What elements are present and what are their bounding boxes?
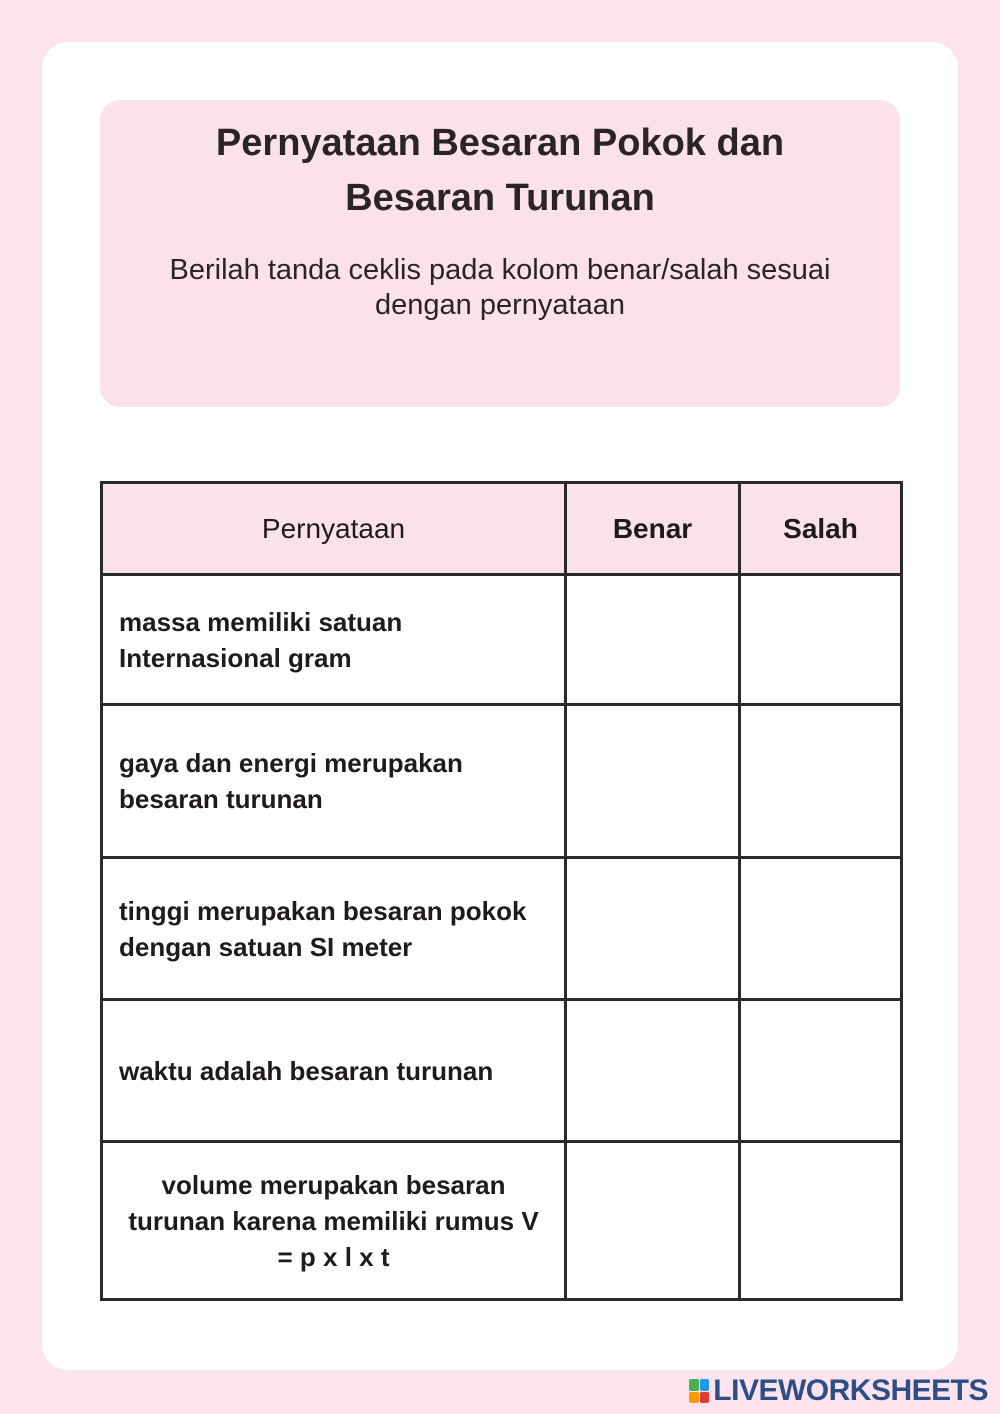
table-row: [102, 858, 902, 1000]
table-row: [102, 1000, 902, 1142]
answer-false-cell[interactable]: [740, 1000, 902, 1142]
header-true: Benar: [566, 483, 740, 575]
liveworksheets-brand[interactable]: [689, 1374, 988, 1408]
statement-cell: tinggi merupakan besaran pokok dengan satuan SI meter: [102, 858, 566, 1000]
statement-cell: gaya dan energi merupakan besaran turunan: [102, 705, 566, 858]
header-false: Salah: [740, 483, 902, 575]
worksheet-title: Pernyataan Besaran Pokok dan Besaran Turunan: [215, 122, 785, 219]
answer-false-cell[interactable]: [740, 1142, 902, 1300]
answer-true-cell[interactable]: [566, 575, 740, 705]
answer-false-cell[interactable]: [740, 858, 902, 1000]
table-row: [102, 575, 902, 705]
liveworksheets-logo-icon: [689, 1379, 709, 1403]
header-statement: Pernyataan: [102, 483, 566, 575]
answer-true-cell[interactable]: [566, 1142, 740, 1300]
statement-cell: volume merupakan besaran turunan karena memiliki rumus V = p x l x t: [102, 1142, 566, 1300]
statement-cell: massa memiliki satuan Internasional gram: [102, 575, 566, 705]
logo-square: [689, 1392, 699, 1404]
true-false-table: [100, 481, 903, 1301]
logo-square: [700, 1392, 710, 1404]
liveworksheets-wordmark: LIVEWORKSHEETS: [713, 1374, 988, 1407]
table-row: [102, 705, 902, 858]
answer-true-cell[interactable]: [566, 858, 740, 1000]
answer-false-cell[interactable]: [740, 575, 902, 705]
worksheet-header: [100, 100, 900, 407]
answer-true-cell[interactable]: [566, 1000, 740, 1142]
statement-cell: waktu adalah besaran turunan: [102, 1000, 566, 1142]
answer-false-cell[interactable]: [740, 705, 902, 858]
answer-true-cell[interactable]: [566, 705, 740, 858]
table-header-row: [102, 483, 902, 575]
logo-square: [689, 1379, 699, 1391]
worksheet-instruction: Berilah tanda ceklis pada kolom benar/salah sesuai dengan pernyataan: [169, 254, 831, 321]
logo-square: [700, 1379, 710, 1391]
table-row: [102, 1142, 902, 1300]
